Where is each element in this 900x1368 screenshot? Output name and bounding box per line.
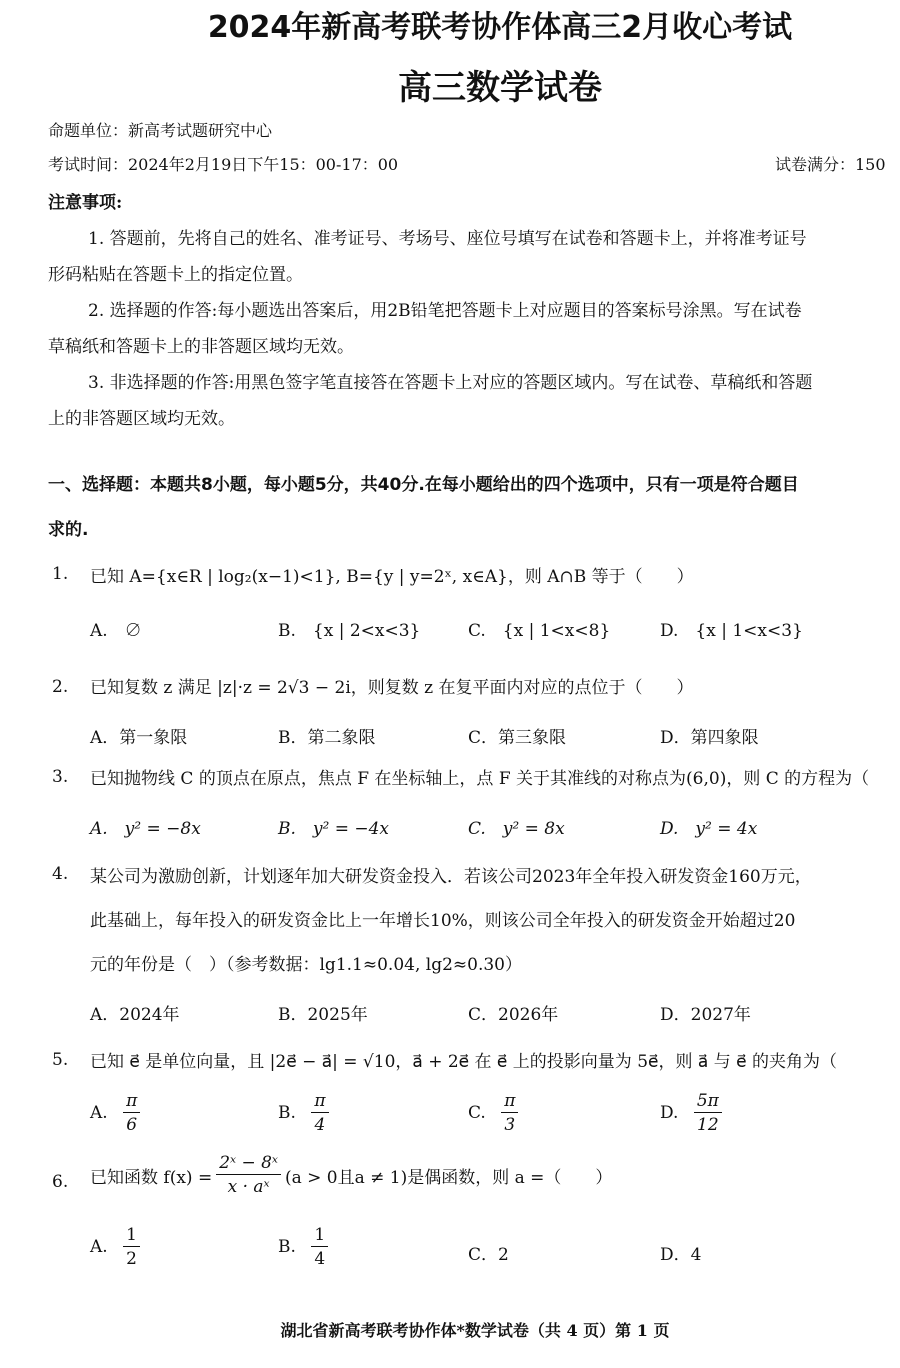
page-footer: 湖北省新高考联考协作体*数学试卷（共 4 页）第 1 页 [280,1321,670,1340]
question-4-option-a: A．2024年 [90,1005,180,1025]
exam-subtitle: 高三数学试卷 [398,68,602,108]
question-4-stem-line-3: 元的年份是（ ）（参考数据：lg1.1≈0.04, lg2≈0.30） [90,955,522,975]
question-4-option-d: D．2027年 [660,1005,751,1025]
question-6-option-d: D．4 [660,1245,702,1265]
fraction-denominator: 12 [697,1115,719,1135]
question-2-stem: 已知复数 z 满足 |z|·z = 2√3 − 2i，则复数 z 在复平面内对应的点位于（ ） [90,678,694,698]
fraction-numerator: 5π [694,1090,722,1113]
notice-item-1: 1. 答题前，先将自己的姓名、准考证号、考场号、座位号填写在试卷和答题卡上，并将准考证号 [88,229,807,249]
notice-item-2: 2. 选择题的作答:每小题选出答案后，用2B铅笔把答题卡上对应题目的答案标号涂黑。写在试卷 [88,301,802,321]
fraction [501,1090,518,1137]
fraction-numerator: π [501,1090,518,1113]
question-6-stem-pre: 已知函数 f(x) = [90,1168,213,1188]
question-6-stem [90,1152,612,1199]
question-4-option-b: B．2025年 [278,1005,368,1025]
question-5-option-d [660,1090,722,1137]
question-3-option-c: C. y² = 8x [468,819,565,839]
question-2-option-b: B．第二象限 [278,728,376,748]
fraction-numerator: 1 [123,1224,140,1247]
exam-time: 考试时间：2024年2月19日下午15：00-17：00 [48,155,399,174]
question-6-option-c: C．2 [468,1245,509,1265]
question-6-option-b [278,1224,328,1271]
question-3-option-d: D. y² = 4x [660,819,758,839]
question-4-stem-line-2: 此基础上，每年投入的研发资金比上一年增长10%，则该公司全年投入的研发资金开始超过20 [90,911,796,931]
question-1-option-a: A. ∅ [90,621,142,641]
notice-heading: 注意事项: [48,193,123,213]
fraction-denominator: 4 [314,1249,326,1269]
question-2-option-c: C．第三象限 [468,728,567,748]
notice-item-2-cont: 草稿纸和答题卡上的非答题区域均无效。 [48,337,354,357]
question-4-stem-line-1: 某公司为激励创新，计划逐年加大研发资金投入．若该公司2023年全年投入研发资金160万元， [90,867,812,887]
exam-score: 试卷满分：150 [775,155,886,174]
option-label: A. [90,1237,108,1257]
notice-item-3: 3. 非选择题的作答:用黑色签字笔直接答在答题卡上对应的答题区域内。写在试卷、草稿纸和答题 [88,373,813,393]
option-label: C. [468,1103,486,1123]
fraction-numerator: 1 [311,1224,328,1247]
fraction [311,1090,328,1137]
question-3-stem: 已知抛物线 C 的顶点在原点，焦点 F 在坐标轴上，点 F 关于其准线的对称点为(6,0)，则 C 的方程为（ [90,769,870,789]
question-2-number: 2. [52,677,69,697]
option-label: A. [90,1103,108,1123]
fraction [123,1090,140,1137]
question-1-option-d: D. {x | 1<x<3} [660,621,803,641]
fraction-denominator: 2 [126,1249,137,1269]
question-3-option-b: B. y² = −4x [278,819,390,839]
fraction [311,1224,328,1271]
question-3-number: 3. [52,767,69,787]
fraction-numerator: 2ˣ − 8ˣ [216,1152,281,1175]
question-5-stem: 已知 e⃗ 是单位向量，且 |2e⃗ − a⃗| = √10，a⃗ + 2e⃗ 在 e⃗ 上的投影向量为 5e⃗，则 a⃗ 与 e⃗ 的夹角为（ [90,1052,837,1072]
function-fraction [216,1152,281,1199]
notice-item-3-cont: 上的非答题区域均无效。 [48,409,235,429]
fraction-denominator: 4 [314,1115,326,1135]
fraction [694,1090,722,1137]
fraction-denominator: x · aˣ [227,1177,270,1197]
question-1-number: 1. [52,564,69,584]
fraction [123,1224,140,1271]
fraction-denominator: 3 [504,1115,516,1135]
option-label: B. [278,1103,296,1123]
notice-item-1-cont: 形码粘贴在答题卡上的指定位置。 [48,265,303,285]
question-6-stem-post: (a > 0且a ≠ 1)是偶函数，则 a =（ ） [284,1168,613,1188]
question-5-number: 5. [52,1050,69,1070]
section-heading-cont: 求的. [48,520,89,540]
question-1-stem: 已知 A={x∈R | log₂(x−1)<1}, B={y | y=2ˣ, x∈A}，则 A∩B 等于（ ） [90,567,694,587]
option-label: D. [660,1103,679,1123]
question-5-option-a [90,1090,140,1137]
question-1-option-b: B. {x | 2<x<3} [278,621,421,641]
question-4-option-c: C．2026年 [468,1005,559,1025]
fraction-numerator: π [311,1090,328,1113]
exam-unit: 命题单位：新高考试题研究中心 [48,121,273,140]
exam-title: 2024年新高考联考协作体高三2月收心考试 [207,10,793,45]
question-2-option-a: A．第一象限 [90,728,188,748]
question-6-option-a [90,1224,140,1271]
question-6-number: 6. [52,1172,69,1192]
option-label: B. [278,1237,296,1257]
section-heading: 一、选择题：本题共8小题，每小题5分，共40分.在每小题给出的四个选项中，只有一项是符合题目 [48,475,799,495]
fraction-denominator: 6 [126,1115,138,1135]
question-3-option-a: A. y² = −8x [90,819,201,839]
question-4-number: 4. [52,864,69,884]
question-5-option-b [278,1090,329,1137]
question-2-option-d: D．第四象限 [660,728,759,748]
question-1-option-c: C. {x | 1<x<8} [468,621,611,641]
question-5-option-c [468,1090,518,1137]
fraction-numerator: π [123,1090,140,1113]
